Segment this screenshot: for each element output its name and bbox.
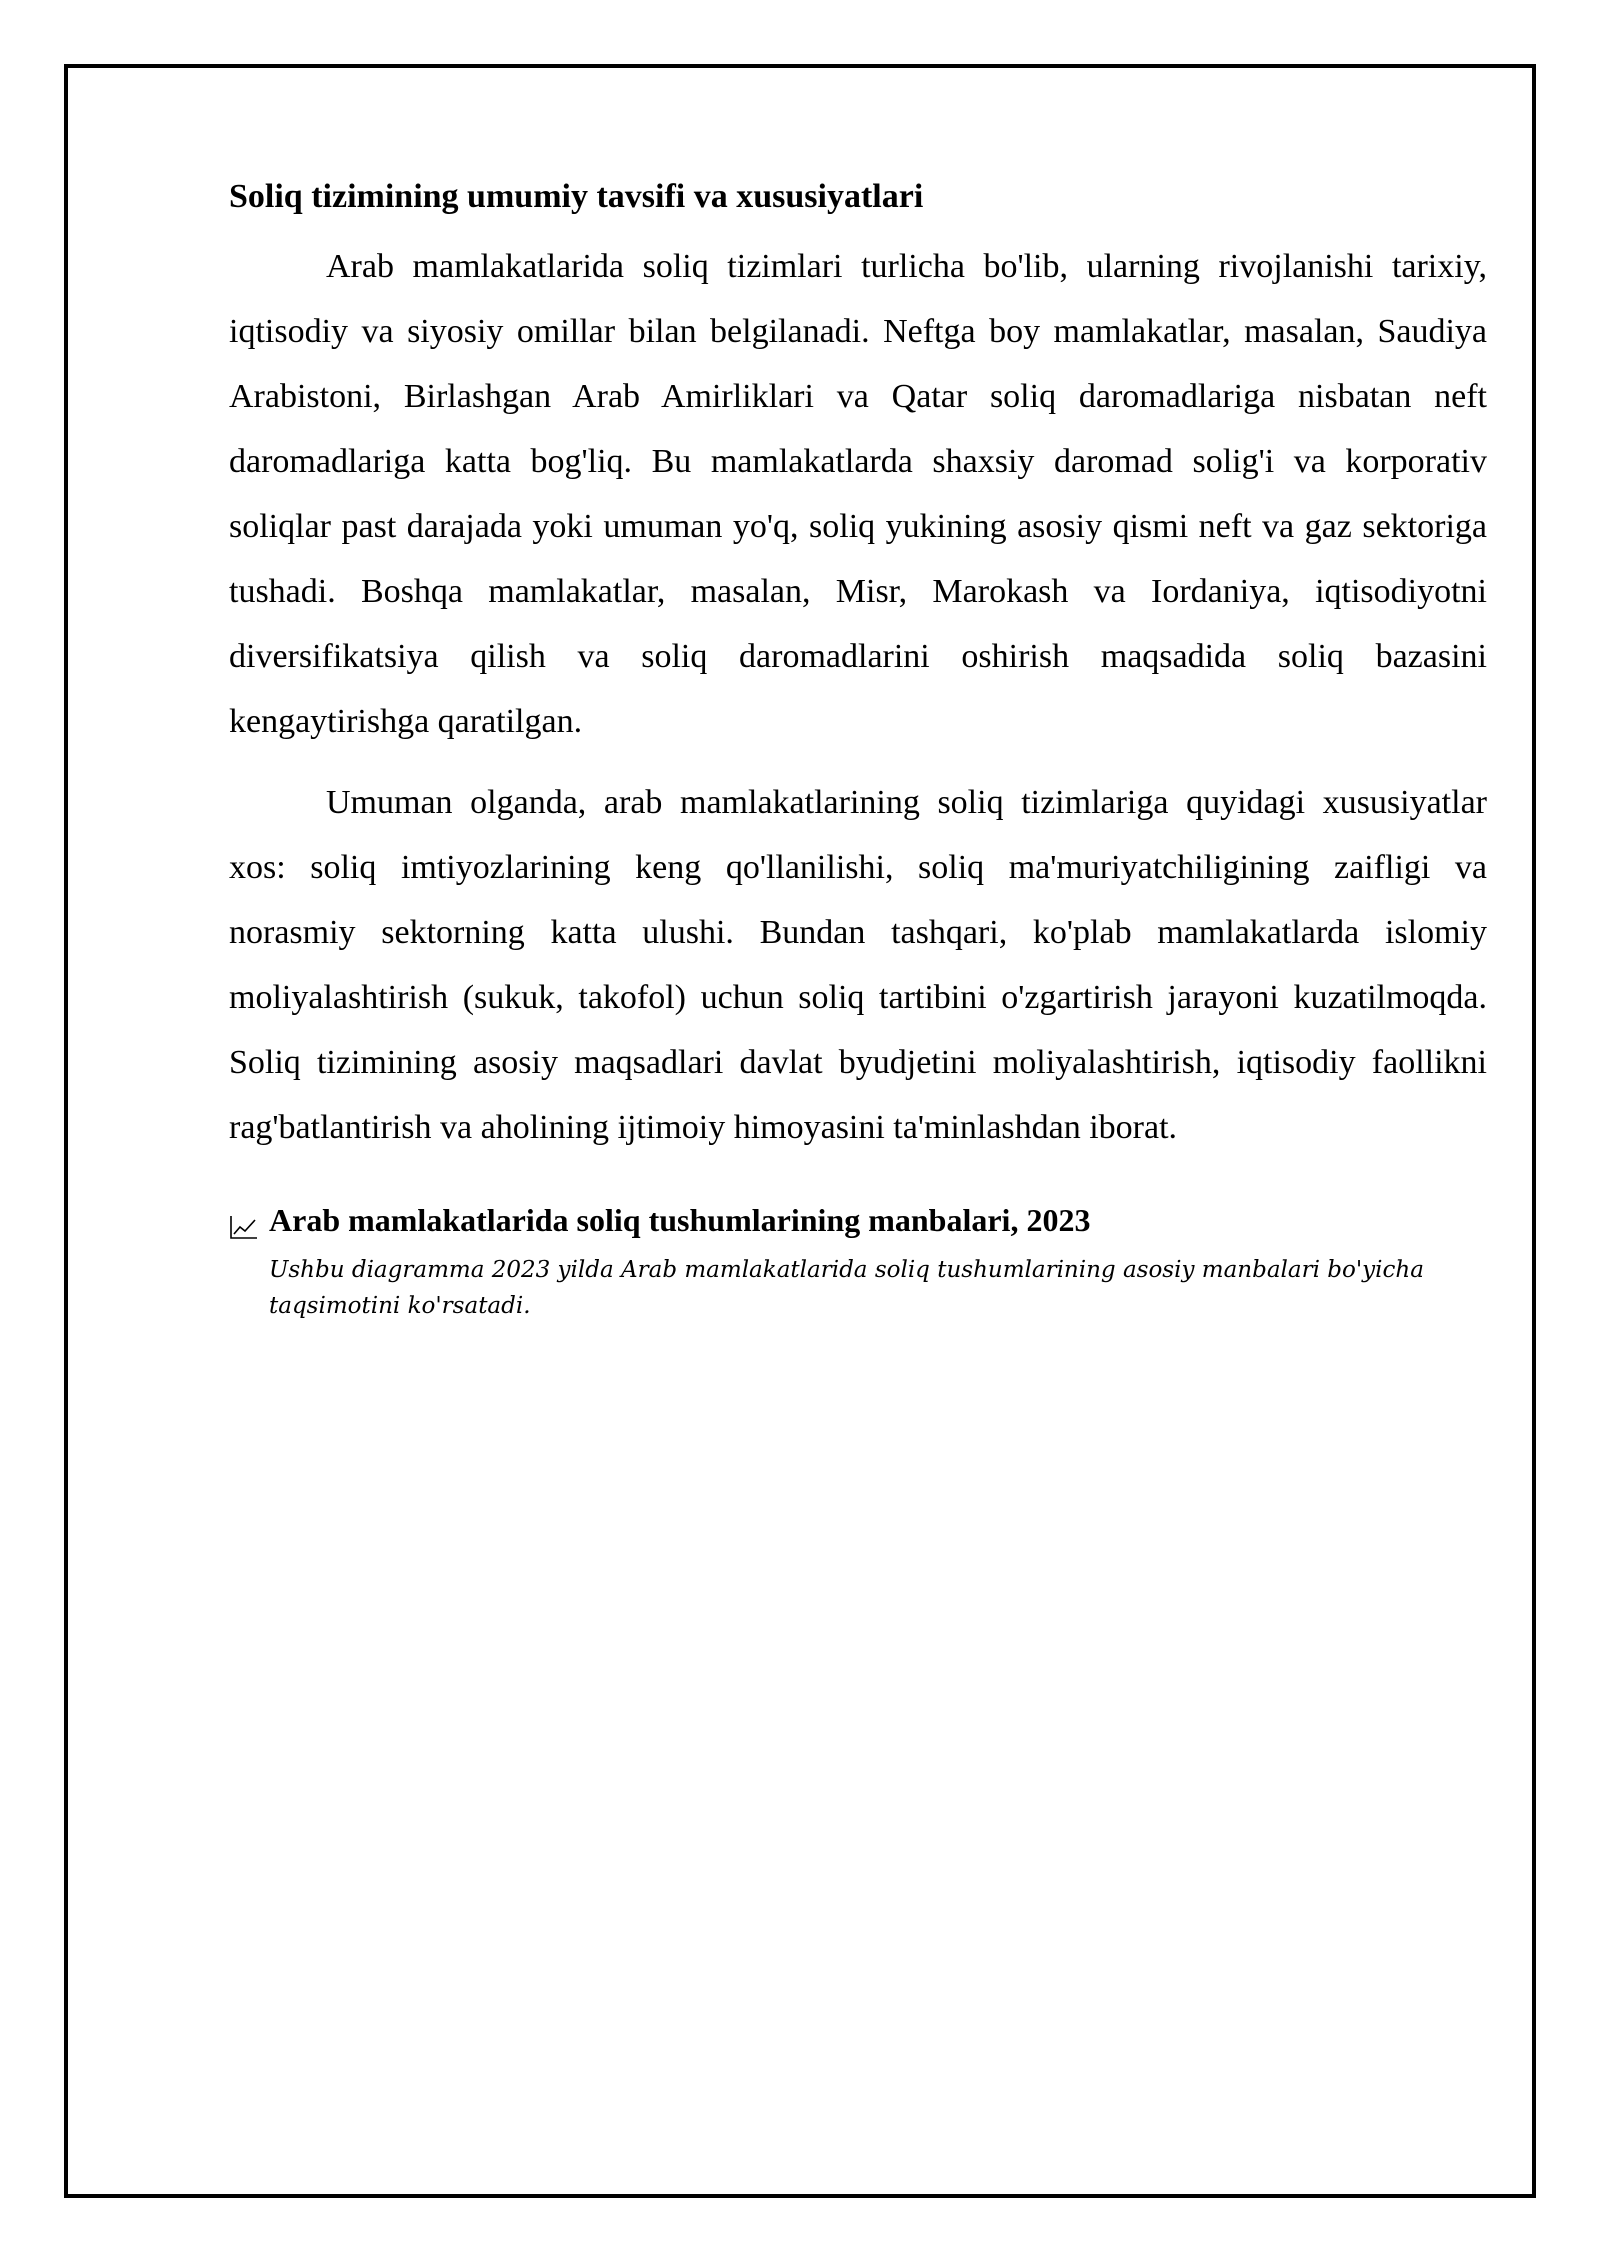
- line-chart-icon: [229, 1207, 259, 1233]
- figure-title-row: [229, 1198, 1487, 1242]
- figure-caption: Ushbu diagramma 2023 yilda Arab mamlakatlarida soliq tushumlarining asosiy manbalari bo'yicha taqsimotini ko'rsatadi.: [269, 1257, 1424, 1319]
- body-paragraph-2: Umuman olganda, arab mamlakatlarining soliq tizimlariga quyidagi xususiyatlar xos: soliq imtiyozlarining keng qo'llanilishi, soliq ma'muriyatchiligining zaifligi va norasmiy sektorning katta ulushi. Bundan tashqari, ko'plab mamlakatlarda islomiy moliyalashtirish (sukuk, takofol) uchun soliq tartibini o'zgartirish jarayoni kuzatilmoqda. Soliq tizimining asosiy maqsadlari davlat byudjetini moliyalashtirish, iqtisodiy faollikni rag'batlantirish va aholining ijtimoiy himoyasini ta'minlashdan iborat.: [229, 784, 1487, 1146]
- section-title: Soliq tizimining umumiy tavsifi va xususiyatlari: [229, 178, 924, 215]
- figure-title: Arab mamlakatlarida soliq tushumlarining manbalari, 2023: [269, 1202, 1091, 1238]
- document-content: [229, 174, 1487, 1324]
- figure-block: [229, 1198, 1487, 1324]
- body-paragraph-1: Arab mamlakatlarida soliq tizimlari turlicha bo'lib, ularning rivojlanishi tarixiy, iqtisodiy va siyosiy omillar bilan belgilanadi. Neftga boy mamlakatlar, masalan, Saudiya Arabistoni, Birlashgan Arab Amirliklari va Qatar soliq daromadlariga nisbatan neft daromadlariga katta bog'liq. Bu mamlakatlarda shaxsiy daromad solig'i va korporativ soliqlar past darajada yoki umuman yo'q, soliq yukining asosiy qismi neft va gaz sektoriga tushadi. Boshqa mamlakatlar, masalan, Misr, Marokash va Iordaniya, iqtisodiyotni diversifikatsiya qilish va soliq daromadlarini oshirish maqsadida soliq bazasini kengaytirishga qaratilgan.: [229, 248, 1487, 740]
